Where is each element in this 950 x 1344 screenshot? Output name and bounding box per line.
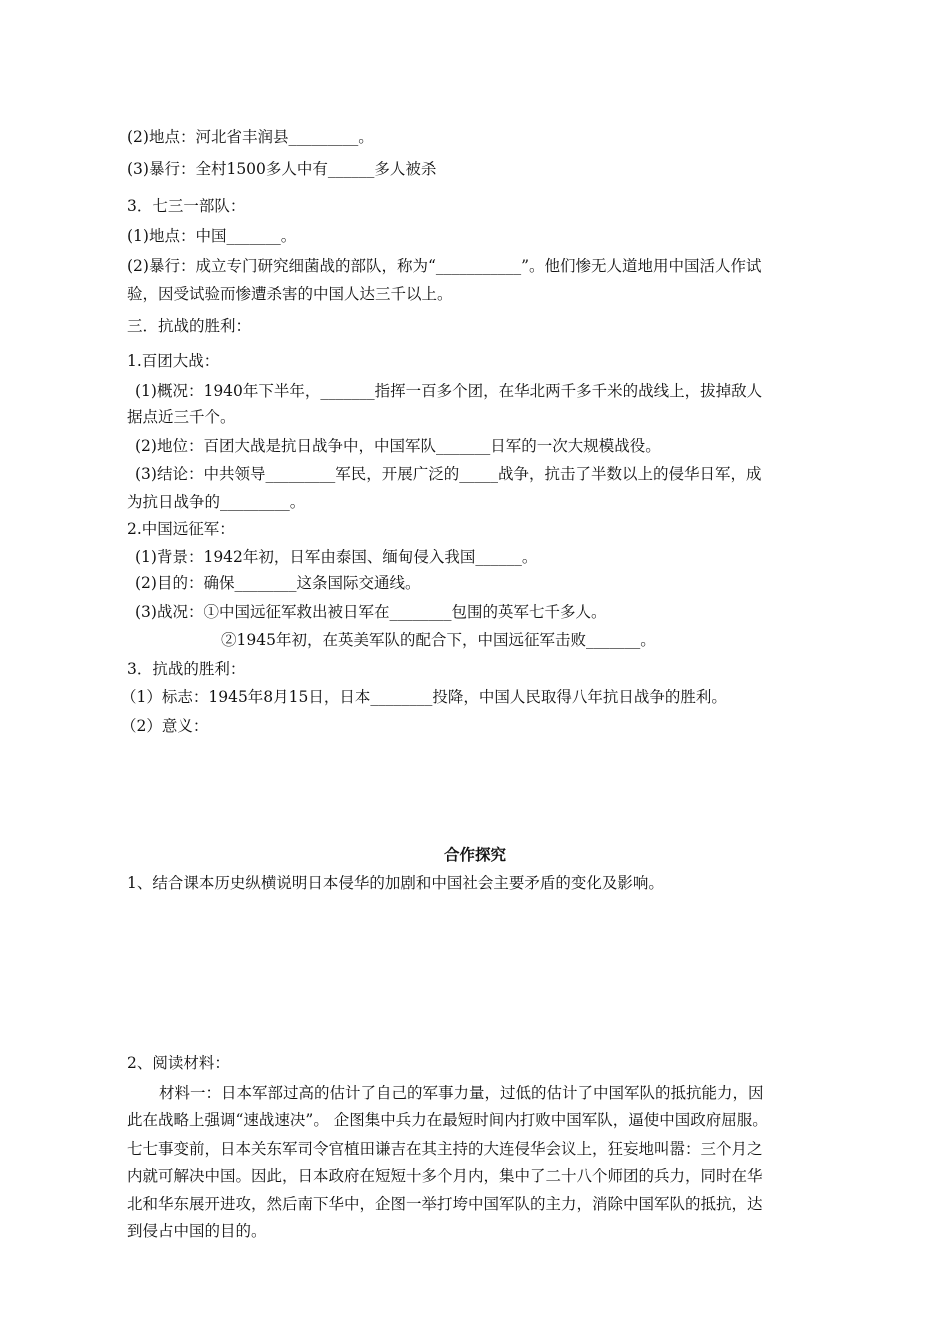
material-line: 材料一：日本军部过高的估计了自己的军事力量，过低的估计了中国军队的抵抗能力，因 xyxy=(159,1084,764,1102)
hundred-regiments-status: (2)地位：百团大战是抗日战争中，中国军队_______日军的一次大规模战役。 xyxy=(135,437,661,455)
section2-place: (2)地点：河北省丰润县_________。 xyxy=(127,128,374,146)
expedition-purpose: (2)目的：确保________这条国际交通线。 xyxy=(135,574,421,592)
expedition-heading: 2.中国远征军： xyxy=(127,520,235,538)
expedition-battle-line2: ②1945年初，在英美军队的配合下，中国远征军击败_______。 xyxy=(221,631,656,649)
unit731-atrocity-line1: (2)暴行：成立专门研究细菌战的部队，称为“___________”。他们惨无人道地用中国活人作试 xyxy=(127,257,762,275)
win-sign: （1）标志：1945年8月15日，日本________投降，中国人民取得八年抗日战争的胜利。 xyxy=(121,688,727,706)
cooperation-title: 合作探究 xyxy=(443,846,506,864)
cooperation-question2: 2、阅读材料： xyxy=(127,1054,230,1072)
hundred-regiments-heading: 1.百团大战： xyxy=(127,352,220,370)
expedition-background: (1)背景：1942年初，日军由泰国、缅甸侵入我国______。 xyxy=(135,548,538,566)
win-meaning: （2）意义： xyxy=(121,717,209,735)
cooperation-question1: 1、结合课本历史纵横说明日本侵华的加剧和中国社会主要矛盾的变化及影响。 xyxy=(127,874,664,892)
victory-heading: 三．抗战的胜利： xyxy=(127,317,252,335)
section2-atrocity: (3)暴行：全村1500多人中有______多人被杀 xyxy=(127,160,437,178)
hundred-regiments-overview-line2: 据点近三千个。 xyxy=(127,408,236,426)
unit731-heading: 3．七三一部队： xyxy=(127,197,246,215)
material-line: 北和华东展开进攻，然后南下华中，企图一举打垮中国军队的主力，消除中国军队的抵抗，达 xyxy=(127,1195,763,1213)
material-line: 此在战略上强调“速战速决”。 企图集中兵力在最短时间内打败中国军队，逼使中国政府屈服。 xyxy=(127,1111,768,1129)
win-heading: 3．抗战的胜利： xyxy=(127,660,246,678)
hundred-regiments-conclusion-line1: (3)结论：中共领导_________军民，开展广泛的_____战争，抗击了半数以上的侵华日军，成 xyxy=(135,465,762,483)
unit731-atrocity-line2: 验，因受试验而惨遭杀害的中国人达三千以上。 xyxy=(127,285,453,303)
unit731-place: (1)地点：中国_______。 xyxy=(127,227,297,245)
material-line: 内就可解决中国。因此，日本政府在短短十多个月内，集中了二十八个师团的兵力，同时在华 xyxy=(127,1167,763,1185)
hundred-regiments-overview-line1: (1)概况：1940年下半年，_______指挥一百多个团，在华北两千多千米的战线上，拔掉敌人 xyxy=(135,382,763,400)
hundred-regiments-conclusion-line2: 为抗日战争的_________。 xyxy=(127,493,306,511)
material-line: 七七事变前，日本关东军司令官植田谦吉在其主持的大连侵华会议上，狂妄地叫嚣：三个月之 xyxy=(127,1140,763,1158)
material-line: 到侵占中国的目的。 xyxy=(127,1222,267,1240)
expedition-battle-line1: (3)战况：①中国远征军救出被日军在________包围的英军七千多人。 xyxy=(135,603,607,621)
